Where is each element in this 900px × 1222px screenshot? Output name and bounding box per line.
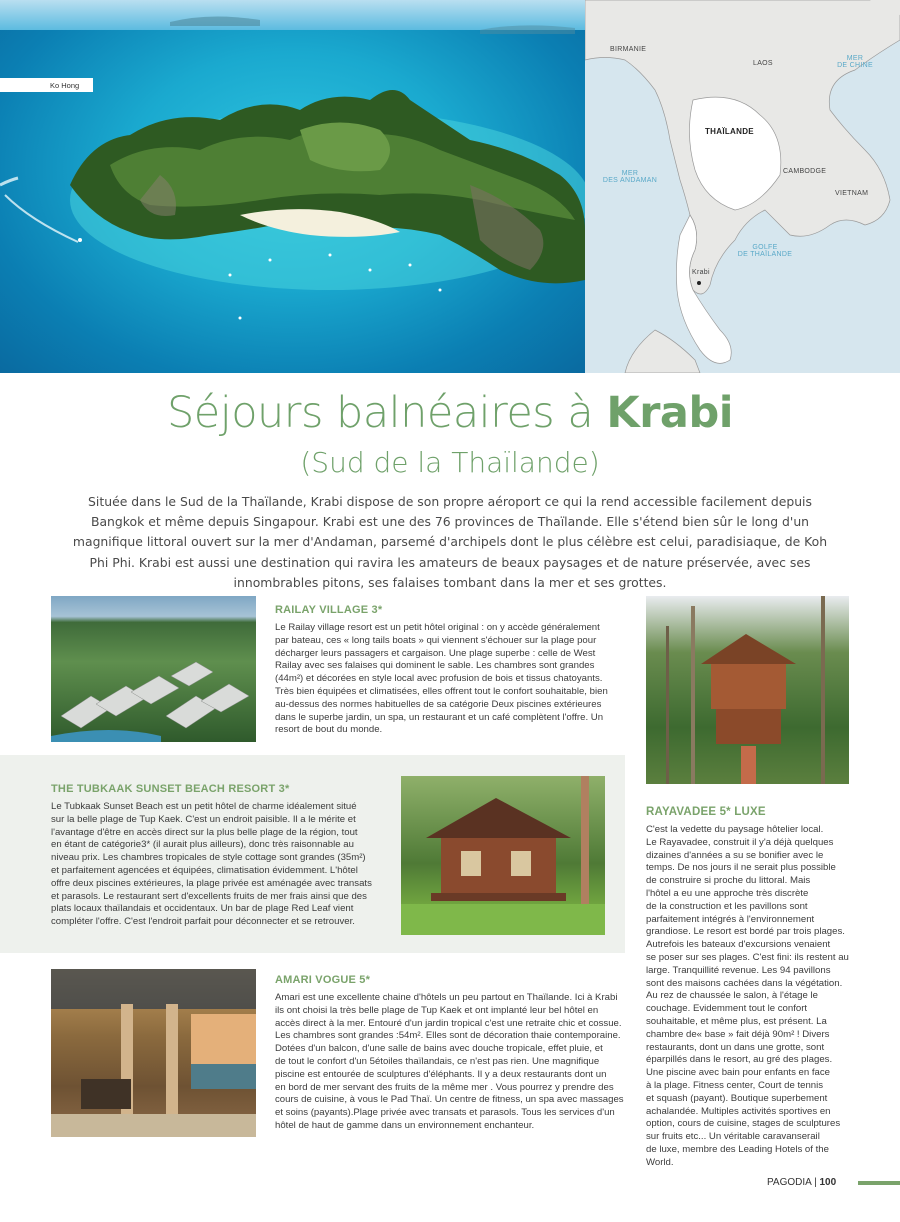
region-map — [585, 0, 900, 373]
rayavadee-text: C'est la vedette du paysage hôtelier local. Le Rayavadee, construit il y'a déjà quelques dizaines d'années a su se bonifier avec le temps. De nos jours il ne serait plus possible de construire si proche du littoral. Mais l'hôtel a eu une approche très discrète de la construction et les pavillons sont parfaitement intégrés à l'environnement grandiose. Le resort est bordé par trois plages. Autrefois les bateaux d'excursions venaient se poser sur ses plages. C'est fini: ils restent au large. Tranquillité revenue. Les 94 pavillons sont des maisons cachées dans la végétation. Au rez de chaussée le salon, à l'étage le couchage. Evidemment tout le confort souhaitable, et même plus, est présent. La chambre de« base » fait déjà 90m² ! Divers restaurants, dont un dans une grotte, sont éparpillés dans le resort, au gré des plages. Une piscine avec bain pour enfants en face à la plage. Fitness center, Court de tennis et squash (payant). Boutique superbement achalandée. Multiples activités sportives en option, cours de cuisine, stages de sculptures sur fruits etc... Un véritable caravanserail de luxe, membre des Leading Hotels of the World. — [646, 824, 849, 1168]
page-subtitle: (Sud de la Thaïlande) — [300, 446, 600, 479]
map-label-laos: LAOS — [753, 60, 773, 67]
amari-interior — [51, 969, 256, 1137]
map-label-vietnam: VIETNAM — [835, 190, 869, 197]
map-label-mer-andaman: MER DES ANDAMAN — [602, 170, 658, 184]
tubkaak-text: Le Tubkaak Sunset Beach est un petit hôtel de charme idéalement situé sur la belle plage de Tup Kaek. C'est un endroit paisible. Il a le mérite et l'avantage d'être en accès direct sur la plus belle plage de la région, tout en étant de catégorie3* (il aurait plus ailleurs), donc très raisonnable au niveau prix. Les chambres tropicales de style cottage sont grandes (35m²) et parfaitement agencées et équipées, climatisation évidemment. L'hôtel offre deux piscines extérieures, la plage privée est aménagée avec transats et parasols. Le restaurant sert d'excellents fruits de mer frais ainsi que des plats locaux thaïlandais et occidentaux. Un bar de plage Red Leaf vient compléter l'offre. C'est l'endroit parfait pour déconnecter et se retrouver. — [51, 801, 372, 928]
page-number: 100 — [819, 1177, 837, 1188]
railay-text: Le Railay village resort est un petit hôtel original : on y accède généralement par bateau, ces « long tails boats » qui viennent s'échouer sur la plage pour décharger leurs passagers et cargaison. Une plage superbe : celle de West Railay avec ses falaises qui dominent le sable. Les chambres sont grandes (44m²) et décorées en style local avec profusion de bois et tissus chatoyants. Très bien équipées et climatisées, elles offrent tout le confort souhaitable, bien au-dessus des normes habituelles de sa catégorie Deux piscines extérieures dans le superbe jardin, un spa, un restaurant et un café complètent l'offre. Un resort de bout du monde. — [275, 622, 608, 736]
map-label-cambodge: CAMBODGE — [783, 168, 827, 175]
tubkaak-cottage — [401, 776, 605, 935]
krabi-marker-icon — [697, 281, 701, 285]
photo-caption: Ko Hong — [0, 78, 93, 92]
rayavadee-pavilion — [646, 596, 849, 784]
page-title: Séjours balnéaires à Krabi — [167, 388, 733, 438]
railay-heading: RAILAY VILLAGE 3* — [275, 604, 383, 616]
footer-brand: PAGODIA — [767, 1177, 812, 1188]
tubkaak-photo — [401, 776, 605, 935]
island-illustration — [0, 0, 585, 373]
footer-separator: | — [814, 1177, 817, 1188]
map-label-birmanie: BIRMANIE — [610, 46, 647, 53]
map-label-thailande: THAÏLANDE — [705, 127, 754, 136]
page-footer — [767, 1177, 836, 1188]
amari-photo — [51, 969, 256, 1137]
rayavadee-heading: RAYAVADEE 5* LUXE — [646, 806, 766, 818]
intro-paragraph: Située dans le Sud de la Thaïlande, Krabi dispose de son propre aéroport ce qui la rend accessible facilement depuis Bangkok et même depuis Singapour. Krabi est une des 76 provinces de Thaïlande. Elle s'étend bien sûr le long d'un magnifique littoral ouvert sur la mer d'Andaman, parsemé d'archipels dont le plus célèbre est celui, paradisiaque, de Koh Phi Phi. Krabi est aussi une destination qui ravira les amateurs de beaux paysages et de nature préservée, avec ses innombrables pitons, ses falaises tombant dans la mer et ses grottes. — [72, 494, 828, 590]
rayavadee-photo — [646, 596, 849, 784]
hero-photo-ko-hong — [0, 0, 585, 373]
footer-accent-bar — [858, 1181, 900, 1185]
map-label-krabi: Krabi — [692, 269, 710, 276]
amari-heading: AMARI VOGUE 5* — [275, 974, 371, 986]
map-label-mer-chine: MER DE CHINE — [837, 55, 873, 69]
railay-villas — [51, 596, 256, 742]
amari-text: Amari est une excellente chaine d'hôtels un peu partout en Thaïlande. Ici à Krabi ils ont choisi la très belle plage de Tup Kaek et ont implanté leur bel hôtel en accès direct à la mer. Entouré d'un jardin tropical c'est une retraite chic et cossue. Les chambres sont grandes :54m². Elles sont de décoration thaie contemporaine. Dotées d'un balcon, d'une salle de bains avec douche tropicale, effet pluie, et de tout le confort d'un 5étoiles thaïlandais, ce n'est pas rien. Une magnifique piscine est entourée de sculptures d'éléphants. Il y a deux restaurants dont un en bord de mer servant des fruits de la même mer . Vous pourrez y prendre des cours de cuisine, à vous le Pad Thaï. Un centre de fitness, un spa avec massages et soins (payants).Plage privée avec transats et parasols. Tous les services d'un hôtel de haut de gamme dans un environnement enchanteur. — [275, 992, 624, 1131]
railay-photo — [51, 596, 256, 742]
map-label-golfe: GOLFE DE THAÏLANDE — [737, 244, 793, 258]
tubkaak-heading: THE TUBKAAK SUNSET BEACH RESORT 3* — [51, 783, 290, 795]
